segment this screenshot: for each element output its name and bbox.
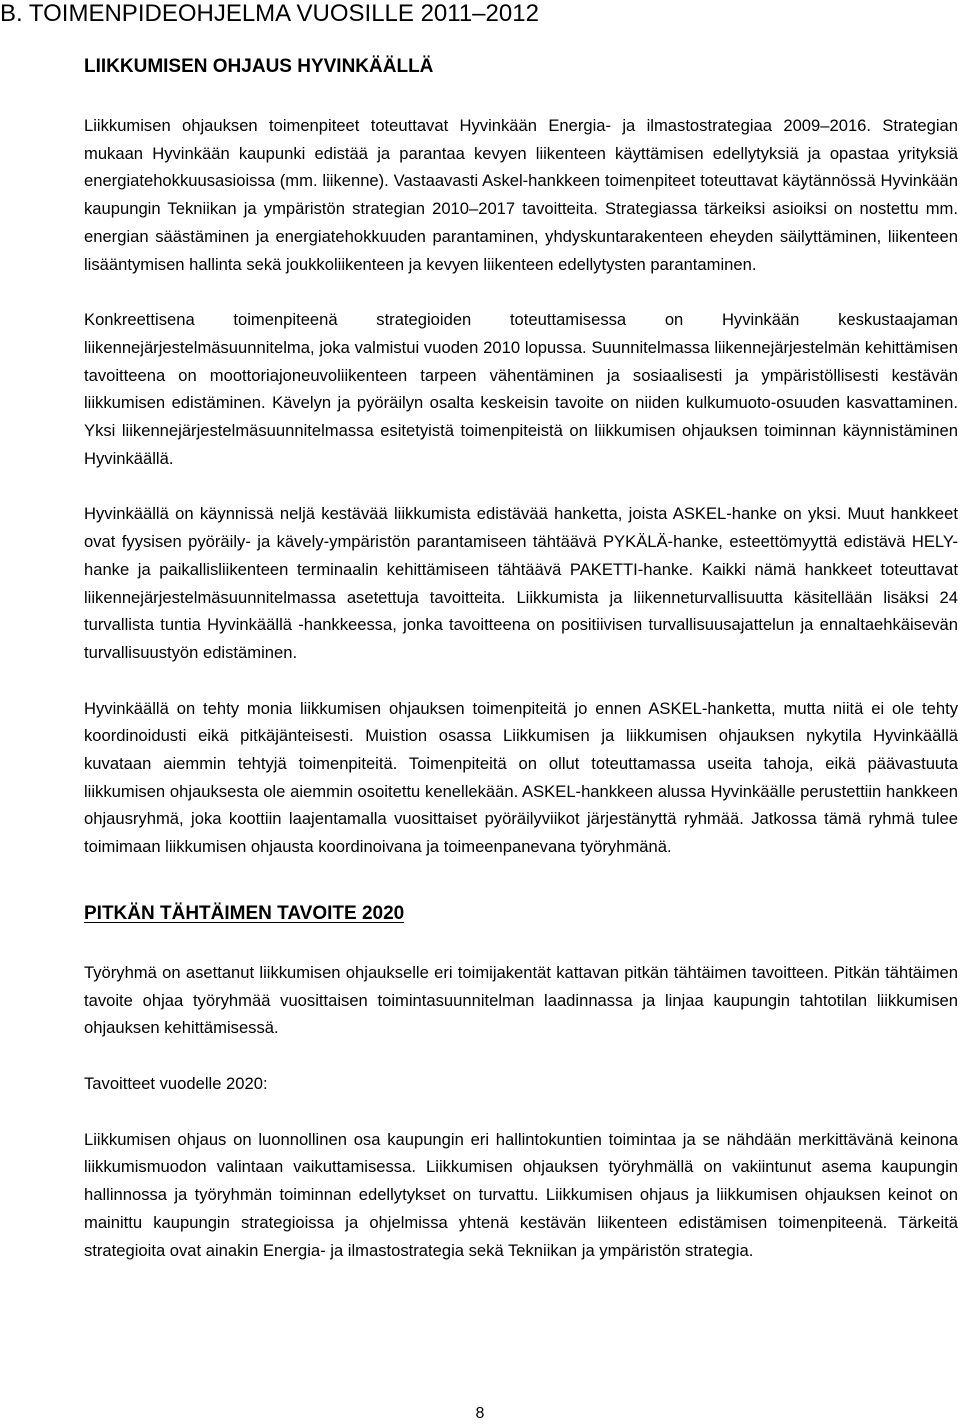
paragraph-projects: Hyvinkäällä on käynnissä neljä kestävää liikkumista edistävää hanketta, joista ASKEL-hanke on yksi. Muut hankkeet ovat fyysisen pyöräily- ja kävely-ympäristön parantamiseen tähtäävä PYKÄLÄ-hanke, esteettömyyttä edistävä HELY-hanke ja paikallisliikenteen terminaalin kehittämiseen tähtäävä PAKETTI-hanke. Kaikki nämä hankkeet toteuttavat liikennejärjestelmäsuunnitelmassa asetettuja tavoitteita. Liikkumista ja liikenneturvallisuutta käsitellään lisäksi 24 turvallista tuntia Hyvinkäällä -hankkeessa, jonka tavoitteena on positiivisen turvallisuusajattelun ja ennaltaehkäisevän turvallisuustyön edistäminen. — [84, 504, 958, 662]
paragraph-goals-2020: Liikkumisen ohjaus on luonnollinen osa kaupungin eri hallintokuntien toimintaa ja se nähdään merkittävänä keinona liikkumismuodon valintaan vaikuttamisessa. Liikkumisen ohjauksen työryhmällä on vakiintunut asema kaupungin hallinnossa ja työryhmän toiminnan edellytykset on turvattu. Liikkumisen ohjaus ja liikkumisen ohjauksen keinot on mainittu kaupungin strategioissa ja ohjelmissa yhtenä kestävän liikenteen edistämisen toimenpiteenä. Tärkeitä strategioita ovat ainakin Energia- ja ilmastostrategia sekä Tekniikan ja ympäristön strategia. — [84, 1129, 958, 1260]
paragraph-traffic-plan: Konkreettisena toimenpiteenä strategioiden toteuttamisessa on Hyvinkään keskustaajaman liikennejärjestelmäsuunnitelma, joka valmistui vuoden 2010 lopussa. Suunnitelmassa liikennejärjestelmän kehittämisen tavoitteena on moottoriajoneuvoliikenteen tarpeen vähentäminen ja sosiaalisesti ja ympäristöllisesti kestävän liikkumisen edistäminen. Kävelyn ja pyöräilyn osalta keskeisin tavoite on niiden kulkumuoto-osuuden kasvattaminen. Yksi liikennejärjestelmäsuunnitelmassa esitetyistä toimenpiteistä on liikkumisen ohjauksen toiminnan käynnistäminen Hyvinkäällä. — [84, 310, 958, 468]
section-title-long-term-goal: PITKÄN TÄHTÄIMEN TAVOITE 2020 — [84, 902, 405, 924]
goals-label: Tavoitteet vuodelle 2020: — [84, 1073, 268, 1093]
paragraph-strategies: Liikkumisen ohjauksen toimenpiteet toteuttavat Hyvinkään Energia- ja ilmastostrategiaa 2009–2016. Strategian mukaan Hyvinkään kaupunki edistää ja parantaa kevyen liikenteen käyttämisen edellytyksiä ja opastaa yrityksiä energiatehokkuusasioissa (mm. liikenne). Vastaavasti Askel-hankkeen toimenpiteet toteuttavat käytännössä Hyvinkään kaupungin Tekniikan ja ympäristön strategian 2010–2017 tavoitteita. Strategiassa tärkeiksi asioiksi on nostettu mm. energian säästäminen ja energiatehokkuuden parantaminen, yhdyskuntarakenteen eheyden säilyttäminen, liikenteen lisääntymisen hallinta sekä joukkoliikenteen ja kevyen liikenteen edellytysten parantaminen. — [84, 116, 958, 274]
page-number: 8 — [475, 1405, 485, 1422]
page-heading: B. TOIMENPIDEOHJELMA VUOSILLE 2011–2012 — [0, 0, 539, 27]
section-title-liikkumisen-ohjaus: LIIKKUMISEN OHJAUS HYVINKÄÄLLÄ — [84, 56, 434, 77]
page-content — [84, 52, 958, 1292]
paragraph-long-term-goal: Työryhmä on asettanut liikkumisen ohjaukselle eri toimijakentät kattavan pitkän tähtäimen tavoitteen. Pitkän tähtäimen tavoite ohjaa työryhmää vuosittaisen toimintasuunnitelman laadinnassa ja linjaa kaupungin tahtotilan liikkumisen ohjauksen kehittämisessä. — [84, 962, 958, 1038]
paragraph-earlier-measures: Hyvinkäällä on tehty monia liikkumisen ohjauksen toimenpiteitä jo ennen ASKEL-hanketta, mutta niitä ei ole tehty koordinoidusti eikä pitkäjänteisesti. Muistion osassa Liikkumisen ja liikkumisen ohjauksen nykytila Hyvinkäällä kuvataan aiemmin tehtyjä toimenpiteitä. Toimenpiteitä on ollut toteuttamassa useita tahoja, eikä päävastuuta liikkumisen ohjauksesta ole aiemmin osoitettu kenellekään. ASKEL-hankkeen alussa Hyvinkäälle perustettiin hankkeen ohjausryhmä, joka koottiin laajentamalla vuosittaiset pyöräilyviikot järjestänyttä ryhmää. Jatkossa tämä ryhmä tulee toimimaan liikkumisen ohjausta koordinoivana ja toimeenpanevana työryhmänä. — [84, 698, 958, 857]
